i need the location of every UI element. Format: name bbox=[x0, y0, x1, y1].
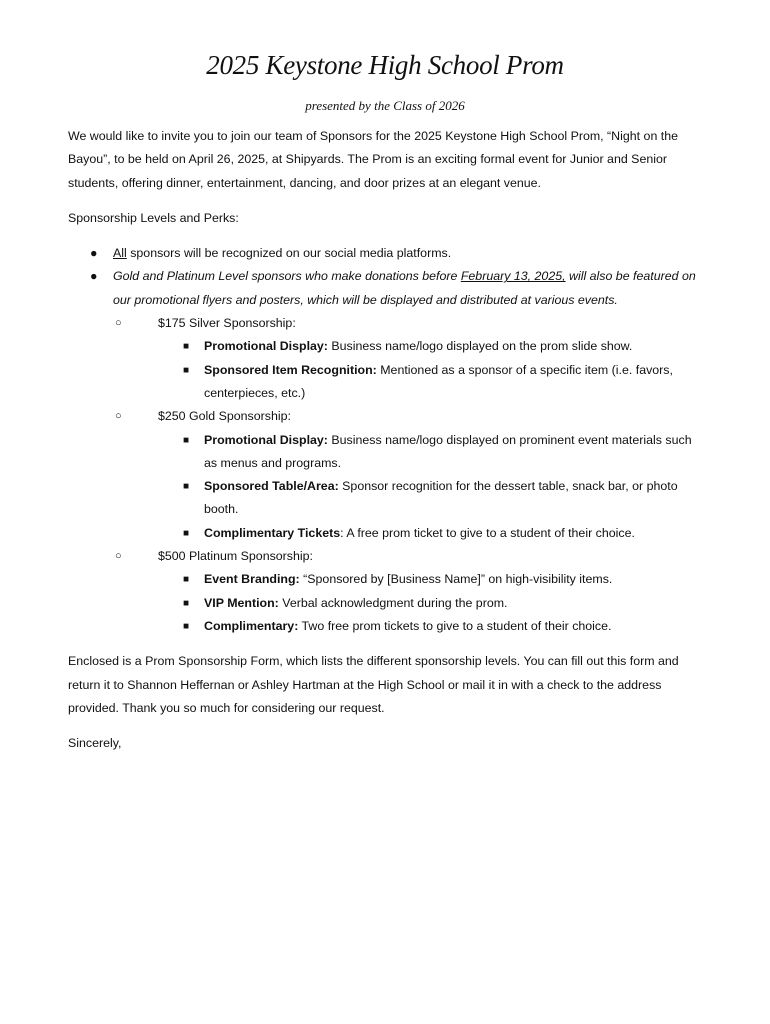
circle-marker: ○ bbox=[115, 317, 122, 330]
square-marker: ■ bbox=[183, 341, 190, 353]
perk-item bbox=[68, 429, 708, 476]
deadline-date: February 13, 2025, bbox=[460, 269, 566, 284]
list-item bbox=[68, 265, 708, 312]
item-text: sponsors will be recognized on our social media platforms. bbox=[126, 246, 452, 261]
square-marker: ■ bbox=[183, 597, 190, 609]
perk-text: Business name/logo displayed on the prom slide show. bbox=[327, 339, 633, 354]
item-text: Gold and Platinum Level sponsors who make donations before bbox=[113, 269, 461, 284]
perk-text: Two free prom tickets to give to a student of their choice. bbox=[298, 618, 612, 633]
signoff: Sincerely, bbox=[68, 736, 122, 751]
square-marker: ■ bbox=[183, 364, 190, 376]
square-marker: ■ bbox=[183, 434, 190, 446]
tier-label: $500 Platinum Sponsorship: bbox=[158, 549, 313, 564]
levels-heading: Sponsorship Levels and Perks: bbox=[68, 210, 239, 225]
underlined-text: All bbox=[113, 246, 127, 261]
page-title: 2025 Keystone High School Prom bbox=[206, 50, 564, 80]
perk-item bbox=[68, 615, 708, 638]
perk-item bbox=[68, 335, 708, 358]
bullet-marker: ● bbox=[90, 246, 98, 261]
tier-label: $175 Silver Sponsorship: bbox=[158, 316, 296, 331]
perk-name: Sponsored Table/Area: bbox=[204, 479, 339, 494]
tier-platinum bbox=[68, 545, 708, 568]
page-subtitle: presented by the Class of 2026 bbox=[305, 98, 465, 113]
perk-item bbox=[68, 568, 708, 591]
circle-marker: ○ bbox=[115, 410, 122, 423]
tier-silver bbox=[68, 312, 708, 335]
perk-name: Event Branding: bbox=[204, 572, 300, 587]
perk-name: Complimentary Tickets bbox=[204, 525, 341, 540]
perk-text: : A free prom ticket to give to a student of their choice. bbox=[340, 525, 635, 540]
square-marker: ■ bbox=[183, 481, 190, 493]
closing-paragraph: Enclosed is a Prom Sponsorship Form, which lists the different sponsorship levels. You can fill out this form and return it to Shannon Heffernan or Ashley Hartman at the High School or mail it in with a check to the address provided. Thank you so much for considering our request. bbox=[68, 654, 679, 715]
square-marker: ■ bbox=[183, 527, 190, 539]
perk-item bbox=[68, 359, 708, 406]
square-marker: ■ bbox=[183, 620, 190, 632]
perk-name: Promotional Display: bbox=[204, 339, 328, 354]
perk-item bbox=[68, 592, 708, 615]
perk-text: Business name/logo displayed on prominent event materials such as menus and programs. bbox=[204, 432, 692, 470]
perks-list bbox=[68, 242, 708, 638]
tier-gold bbox=[68, 405, 708, 428]
perk-name: Promotional Display: bbox=[204, 432, 328, 447]
intro-paragraph: We would like to invite you to join our team of Sponsors for the 2025 Keystone High School Prom, “Night on the Bayou”, to be held on April 26, 2025, at Shipyards. The Prom is an exciting formal event for Junior and Senior students, offering dinner, entertainment, dancing, and door prizes at an elegant venue. bbox=[68, 129, 678, 190]
letter-body bbox=[68, 125, 708, 755]
tier-label: $250 Gold Sponsorship: bbox=[158, 409, 291, 424]
bullet-marker: ● bbox=[90, 269, 98, 284]
square-marker: ■ bbox=[183, 574, 190, 586]
perk-item bbox=[68, 475, 708, 522]
perk-text: Verbal acknowledgment during the prom. bbox=[278, 595, 508, 610]
perk-name: Complimentary: bbox=[204, 618, 299, 633]
list-item bbox=[68, 242, 708, 265]
perk-name: Sponsored Item Recognition: bbox=[204, 362, 377, 377]
circle-marker: ○ bbox=[115, 550, 122, 563]
perk-name: VIP Mention: bbox=[204, 595, 279, 610]
item-text: will also be featured on our promotional flyers and posters, which will be displayed and distributed at various events. bbox=[113, 269, 696, 307]
perk-item bbox=[68, 522, 708, 545]
perk-text: Mentioned as a sponsor of a specific item (i.e. favors, centerpieces, etc.) bbox=[204, 362, 673, 400]
perk-text: Sponsor recognition for the dessert table, snack bar, or photo booth. bbox=[204, 479, 678, 517]
perk-text: “Sponsored by [Business Name]” on high-visibility items. bbox=[299, 572, 613, 587]
